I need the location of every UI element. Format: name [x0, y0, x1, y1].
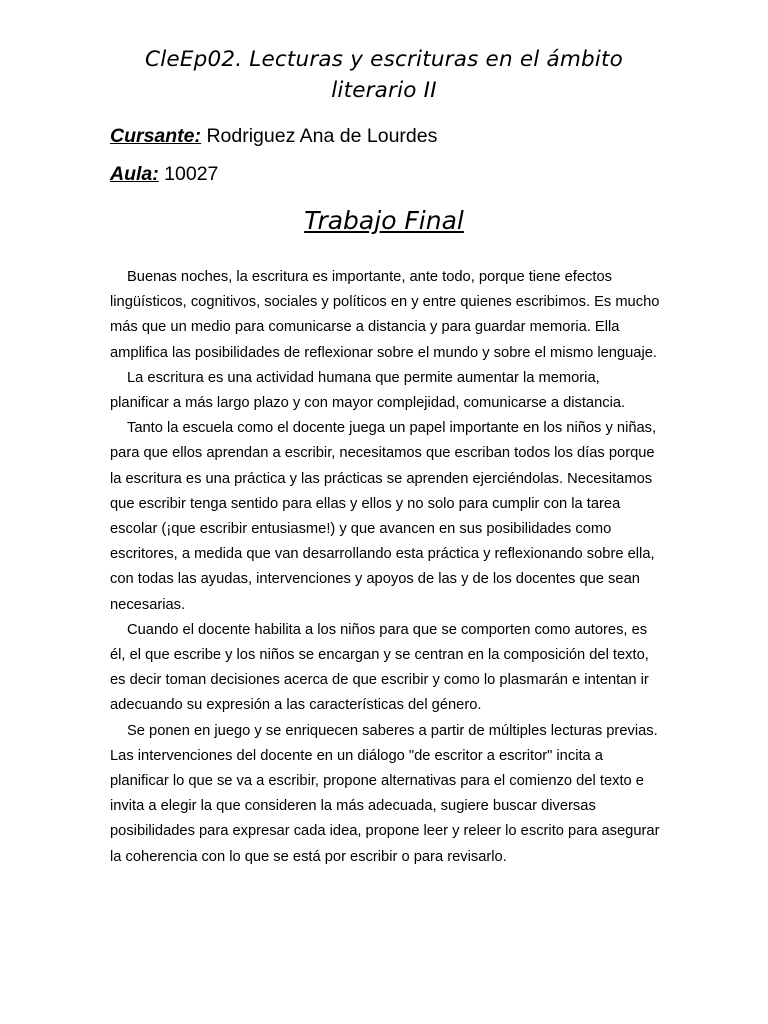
paragraph: Cuando el docente habilita a los niños para que se comporten como autores, es él, el que escribe y los niños se encargan y se centran en la composición del texto, es decir toman decisiones acerca de que escribir y como lo plasmarán e intentan ir adecuando su expresión a las características del género.: [110, 621, 649, 714]
student-label: Cursante:: [110, 125, 202, 147]
document-title: CleEp02. Lecturas y escrituras en el ámbito literario II: [145, 47, 623, 103]
paragraph: Buenas noches, la escritura es importante, ante todo, porque tiene efectos lingüísticos, cognitivos, sociales y políticos en y entre quienes escribimos. Es mucho más que un medio para comunicarse a distancia y para guardar memoria. Ella amplifica las posibilidades de reflexionar sobre el mundo y sobre el mismo lenguaje.: [110, 269, 660, 361]
classroom-value: 10027: [164, 163, 219, 185]
paragraph: Tanto la escuela como el docente juega un papel importante en los niños y niñas, para que ellos aprendan a escribir, necesitamos que escriban todos los días porque la escritura es una práctica y las prácticas se aprenden ejerciéndolas. Necesitamos que escribir tenga sentido para ellas y ellos y no solo para cumplir con la tarea escolar (¡que escribir entusiasme!) y que avancen en sus posibilidades como escritores, a medida que van desarrollando esta práctica y reflexionando sobre ella, con todas las ayudas, intervenciones y apoyos de las y de los docentes que sean necesarias.: [110, 420, 657, 613]
classroom-line: [110, 162, 218, 186]
section-title: Trabajo Final: [304, 206, 464, 235]
paragraph: La escritura es una actividad humana que permite aumentar la memoria, planificar a más largo plazo y con mayor complejidad, comunicarse a distancia.: [110, 369, 626, 412]
paragraph: Se ponen en juego y se enriquecen saberes a partir de múltiples lecturas previas. Las intervenciones del docente en un diálogo "de escritor a escritor" incita a planificar lo que se va a escribir, propone alternativas para el comienzo del texto e invita a elegir la que consideren la más adecuada, sugiere buscar diversas posibilidades para expresar cada idea, propone leer y releer lo escrito para asegurar la coherencia con lo que se está por escribir o para revisarlo.: [110, 722, 660, 865]
student-name: Rodriguez Ana de Lourdes: [206, 125, 438, 147]
student-line: [110, 124, 437, 148]
classroom-label: Aula:: [110, 163, 159, 185]
body-text: [110, 265, 660, 870]
